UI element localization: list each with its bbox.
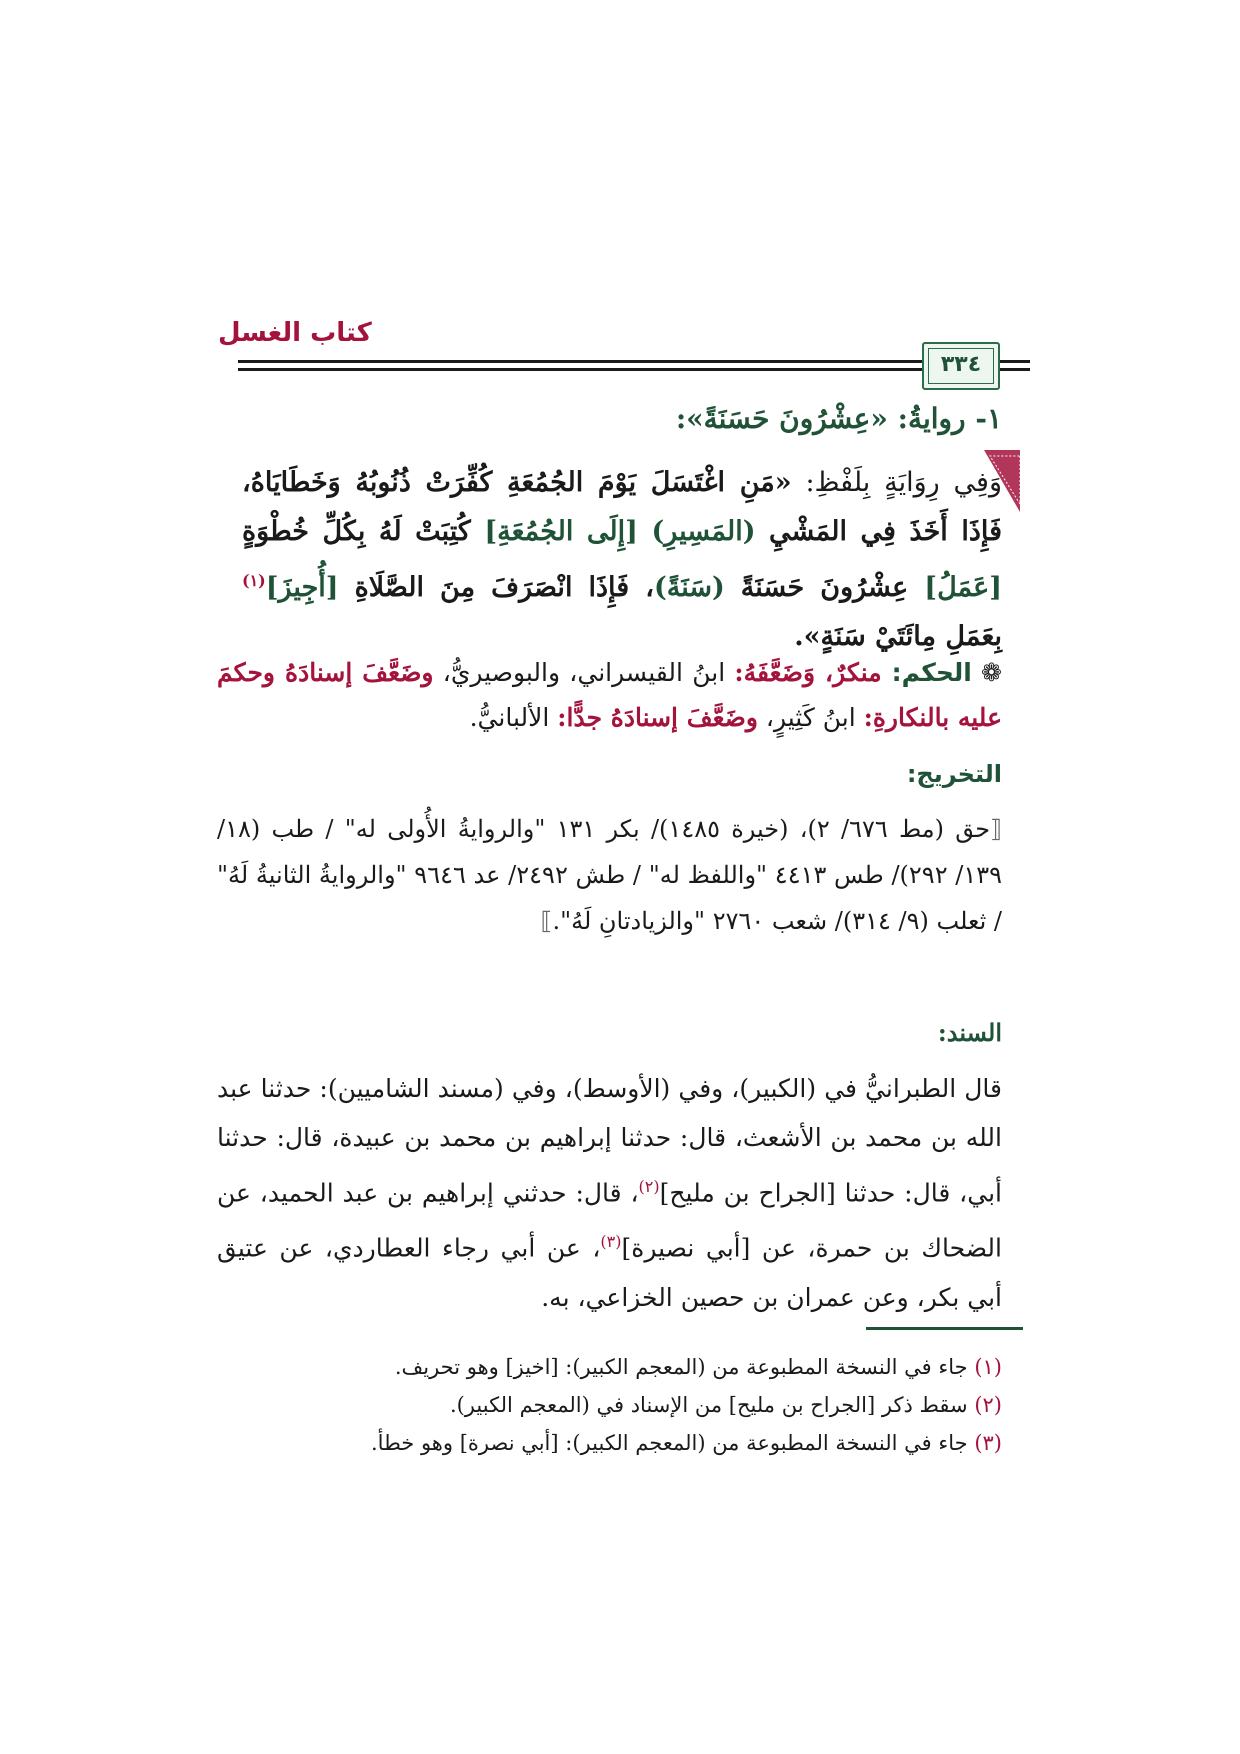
footnote-number: (٢) xyxy=(974,1393,1002,1417)
footnote-ref-2[interactable]: (٢) xyxy=(638,1177,660,1196)
page-number-frame xyxy=(922,342,1000,390)
flower-icon: ❁ xyxy=(971,658,1002,687)
footnote-text: سقط ذكر [الجراح بن مليح] من الإسناد في (المعجم الكبير). xyxy=(449,1393,975,1417)
sanad-part-2: ، قال: حدثني إبراهيم بن عبد الحميد، عن الضحاك بن حمرة، عن [أبي نصيرة] xyxy=(217,1178,1002,1263)
sanad-part-1: قال الطبرانيُّ في (الكبير)، وفي (الأوسط)، وفي (مسند الشاميين): حدثنا عبد الله بن محمد بن الأشعث، قال: حدثنا إبراهيم بن محمد بن عبيدة، قال: حدثنا أبي، قال: حدثنا [الجراح بن مليح] xyxy=(217,1074,1002,1208)
ruling-verdict-3: وضَعَّفَ إسنادَهُ جدًّا: xyxy=(557,703,758,732)
section-heading: ١- روايةُ: «عِشْرُونَ حَسَنَةً»: xyxy=(675,402,1002,435)
ruling-scholars-2: ابنُ كَثِيرٍ، xyxy=(757,703,864,732)
ruling-verdict-2: وضَعَّفَ إسنادَهُ وحكمَ عليه بالنكارةِ: xyxy=(217,658,1002,732)
hadith-part-1: «مَنِ اغْتَسَلَ يَوْمَ الجُمُعَةِ كُفِّرَتْ ذُنُوبُهُ وَخَطَايَاهُ، فَإِذَا أَخَذَ فِي المَشْيِ xyxy=(242,467,1002,547)
bracket-open-icon: ⟦ xyxy=(990,815,1003,843)
takhrij-heading: التخريج: xyxy=(906,760,1002,788)
ruling-verdict: منكرٌ، وَضَعَّفَهُ: xyxy=(734,658,892,687)
header-rule-bottom xyxy=(238,368,980,371)
header-rule-tail-top xyxy=(1000,360,1030,363)
ruling-scholars-3: الألبانيُّ. xyxy=(469,703,558,732)
hadith-variant-1: (المَسِيرِ) [إِلَى الجُمُعَةِ] xyxy=(484,516,756,547)
ruling-label: الحكم: xyxy=(891,658,972,687)
hadith-text xyxy=(242,458,1002,661)
footnote-number: (٣) xyxy=(974,1431,1002,1455)
sanad-heading: السند: xyxy=(937,1018,1002,1047)
footnote-2 xyxy=(217,1386,1002,1424)
hadith-part-4: ، فَإِذَا انْصَرَفَ مِنَ الصَّلَاةِ xyxy=(338,572,654,603)
chapter-title: كتاب الغسل xyxy=(218,318,372,348)
footnote-separator xyxy=(866,1327,1023,1330)
hadith-intro: وَفِي رِوَايَةٍ بِلَفْظِ: xyxy=(791,467,1002,498)
header-rule-tail-bottom xyxy=(1000,368,1030,371)
sanad-part-3: ، عن أبي رجاء العطاردي، عن عتيق أبي بكر، وعن عمران بن حصين الخزاعي، به. xyxy=(217,1233,1002,1312)
bracket-close-icon: ⟧ xyxy=(540,907,553,935)
footnote-3 xyxy=(217,1424,1002,1462)
hadith-variant-2: [عَمَلُ] xyxy=(924,572,1003,603)
hadith-variant-4: [أُجِيزَ] xyxy=(265,572,339,603)
footnote-text: جاء في النسخة المطبوعة من (المعجم الكبير): [أبي نصرة] وهو خطأ. xyxy=(371,1431,975,1455)
footnote-1 xyxy=(217,1348,1002,1386)
footnote-ref-3[interactable]: (٣) xyxy=(600,1232,622,1252)
hadith-variant-3: (سَنَةً) xyxy=(653,572,725,603)
page-number: ٣٣٤ xyxy=(928,348,994,384)
ruling-paragraph xyxy=(217,650,1002,740)
hadith-part-5: بِعَمَلِ مِائَتَيْ سَنَةٍ». xyxy=(794,621,1002,652)
takhrij-text xyxy=(217,806,1002,944)
ruling-scholars-1: ابنُ القيسراني، والبوصيريُّ، xyxy=(433,658,735,687)
sanad-text xyxy=(217,1064,1002,1322)
footnote-number: (١) xyxy=(974,1355,1002,1379)
hadith-part-2: كُتِبَتْ لَهُ بِكُلِّ خُطْوَةٍ xyxy=(242,516,485,547)
takhrij-body: حق (مط ٦٧٦/ ٢)، (خيرة ١٤٨٥)/ بكر ١٣١ "والروايةُ الأُولى له" / طب (١٨/ ١٣٩/ ٢٩٢)/ طس ٤٤١٣ "واللفظ له" / طش ٢٤٩٢/ عد ٩٦٤٦ "والروايةُ الثانيةُ لَهُ" / ثعلب (٩/ ٣١٤)/ شعب ٢٧٦٠ "والزيادتانِ لَهُ". xyxy=(217,815,1003,935)
footnote-text: جاء في النسخة المطبوعة من (المعجم الكبير): [اخيز] وهو تحريف. xyxy=(394,1355,975,1379)
footnote-ref-1[interactable]: (١) xyxy=(242,571,266,590)
header-rule-top xyxy=(238,360,980,363)
hadith-part-3: عِشْرُونَ حَسَنَةً xyxy=(724,572,925,603)
footnotes xyxy=(217,1348,1002,1462)
